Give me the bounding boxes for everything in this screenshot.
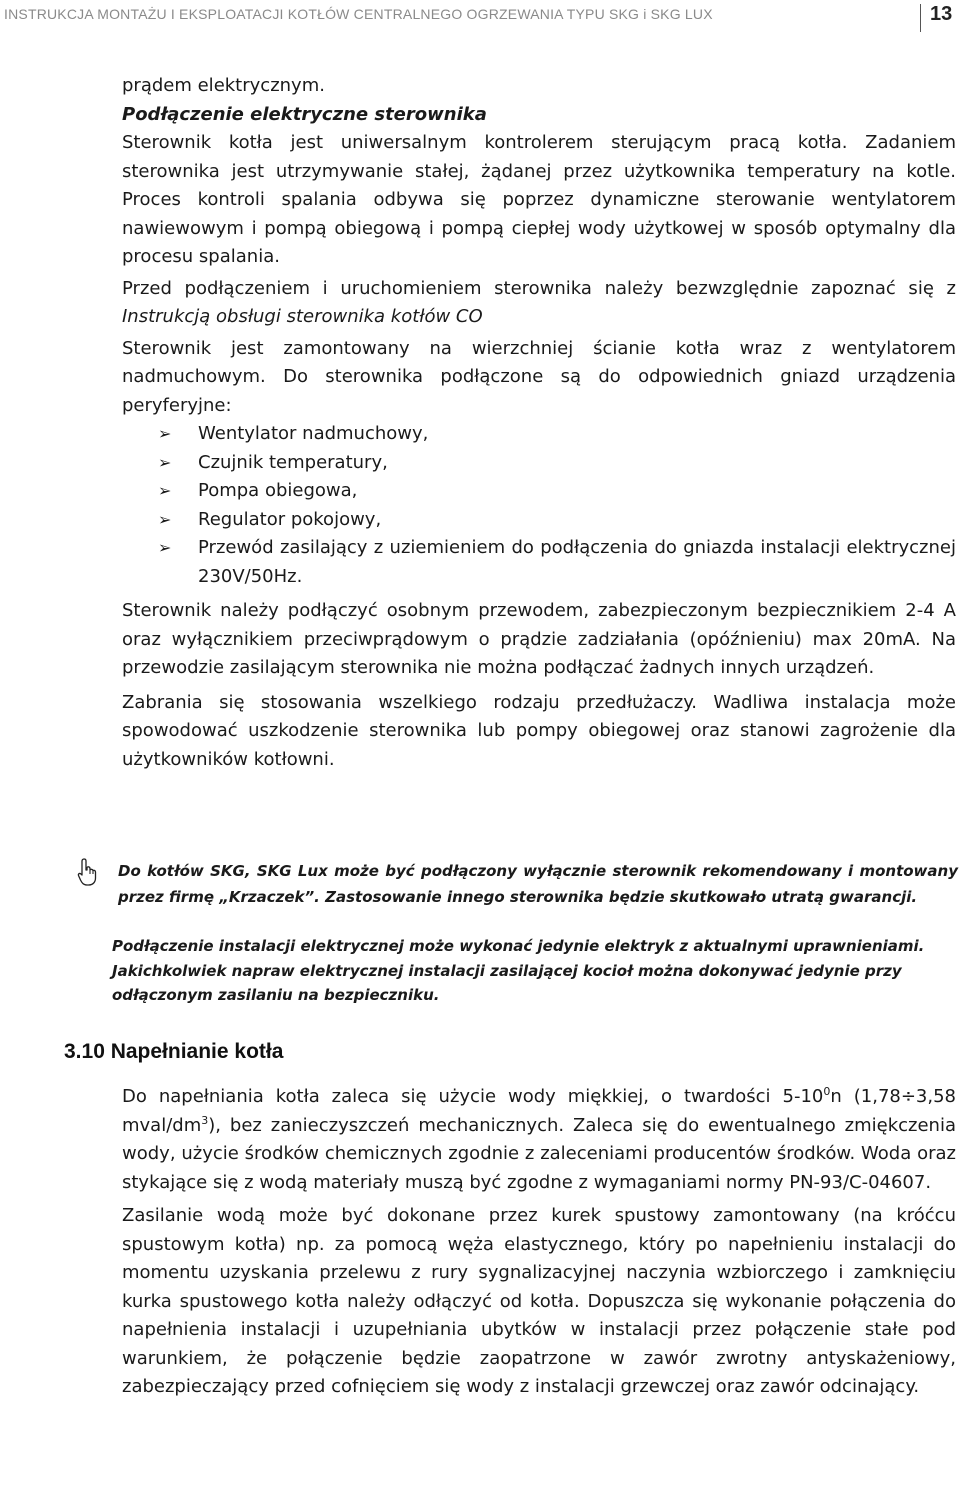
superscript: 0 [823,1085,831,1098]
section-body [122,1083,956,1402]
document-title: INSTRUKCJA MONTAŻU I EKSPLOATACJI KOTŁÓW CENTRALNEGO OGRZEWANIA TYPU SKG i SKG LUX [4,6,713,22]
paragraph-continuation: prądem elektrycznym. [122,75,325,96]
list-item: ➢ Regulator pokojowy, [158,506,956,535]
manual-reference: Instrukcją obsługi sterownika kotłów CO [122,306,483,327]
section-heading: 3.10 Napełnianie kotła [64,1040,284,1063]
list-item: ➢ Pompa obiegowa, [158,477,956,506]
list-item: ➢ Przewód zasilający z uziemieniem do podłączenia do gniazda instalacji elektrycznej 230V/50Hz. [158,534,956,591]
arrow-bullet-icon: ➢ [158,452,172,472]
paragraph-connect: Sterownik należy podłączyć osobnym przewodem, zabezpieczonym bezpiecznikiem 2-4 A oraz wyłącznikiem przeciwprądowym o prądzie zadziałania (opóźnieniu) max 20mA. Na przewodzie zasilającym sterownika nie można podłączać żadnych innych urządzeń. [122,600,956,678]
list-item: ➢ Wentylator nadmuchowy, [158,420,956,449]
paragraph-controller: Sterownik kotła jest uniwersalnym kontrolerem sterującym pracą kotła. Zadaniem sterownika jest utrzymywanie stałej, żądanej przez użytkownika temperatury na kotle. Proces kontroli spalania odbywa się poprzez dynamiczne sterowanie wentylatorem nawiewowym i pompą obiegową i pompą ciepłej wody użytkowej w sposób optymalny dla procesu spalania. [122,132,956,267]
pointing-hand-icon [76,858,100,886]
page-header [0,0,960,40]
warning-repairs-disconnected: Jakichkolwiek napraw elektrycznej instalacji zasilającej kocioł można dokonywać jedynie przy odłączonym zasilaniu na bezpieczniku. [112,962,902,1004]
arrow-bullet-icon: ➢ [158,509,172,529]
paragraph-before-start [122,275,956,332]
peripherals-list [122,420,956,591]
paragraph-forbidden: Zabrania się stosowania wszelkiego rodzaju przedłużaczy. Wadliwa instalacja może spowodować uszkodzenie sterownika lub pompy obiegowej oraz stanowi zagrożenie dla użytkowników kotłowni. [122,691,956,770]
warning-recommended-controller: Do kotłów SKG, SKG Lux może być podłączony wyłącznie sterownik rekomendowany i montowany przez firmę „Krzaczek”. Zastosowanie innego sterownika będzie skutkowało utratą gwarancji. [118,862,958,906]
arrow-bullet-icon: ➢ [158,481,172,500]
paragraph-mounted: Sterownik jest zamontowany na wierzchniej ścianie kotła wraz z wentylatorem nadmuchowym. Do sterownika podłączone są do odpowiednich gniazd urządzenia peryferyjne: [122,337,956,416]
list-item: ➢ Czujnik temperatury, [158,449,956,478]
superscript: 3 [201,1113,209,1127]
page-number: 13 [930,3,953,25]
paragraph-water-supply: Zasilanie wodą może być dokonane przez kurek spustowy zamontowany (na króćcu spustowym kotła) np. za pomocą węża elastycznego, który po napełnieniu instalacji do momentu uzyskania przelewu z rury sygnalizacyjnej naczynia wzbiorczego i zamknięciu kurka spustowego kotła należy odłączyć od kotła. Dopuszcza się wykonanie połączenia do napełnienia instalacji i uzupełniania ubytków w instalacji przez połączenie stałe pod warunkiem, że połączenie będzie zaopatrzone w zawór zwrotny antyskażeniowy, zabezpieczający przed cofnięciem się wody z instalacji grzewczej oraz zawór odcinający. [122,1205,956,1397]
paragraph-water-quality: Do napełniania kotła zaleca się użycie wody miękkiej, o twardości $5-10^0n$ (1,78÷3,58 mval/$dm^3$), bez zanieczyszczeń mechanicznych. Zaleca się do ewentualnego zmiękczenia wody, użycie środków chemicznych zgodnie z zaleceniami producentów środków. Woda oraz stykające się z wodą materiały muszą być zgodne z wymaganiami normy PN-93/C-04607. [122,1085,957,1193]
arrow-bullet-icon: ➢ [158,538,172,557]
subheading-electrical: Podłączenie elektryczne sterownika [122,103,487,125]
arrow-bullet-icon: ➢ [158,424,172,443]
warning-electrician-only: Podłączenie instalacji elektrycznej może wykonać jedynie elektryk z aktualnymi uprawnieniami. [112,937,925,955]
header-divider [920,4,921,32]
body-text [122,72,956,774]
before-start-text: Przed podłączeniem i uruchomieniem sterownika należy bezwzględnie zapoznać się z [122,277,956,299]
